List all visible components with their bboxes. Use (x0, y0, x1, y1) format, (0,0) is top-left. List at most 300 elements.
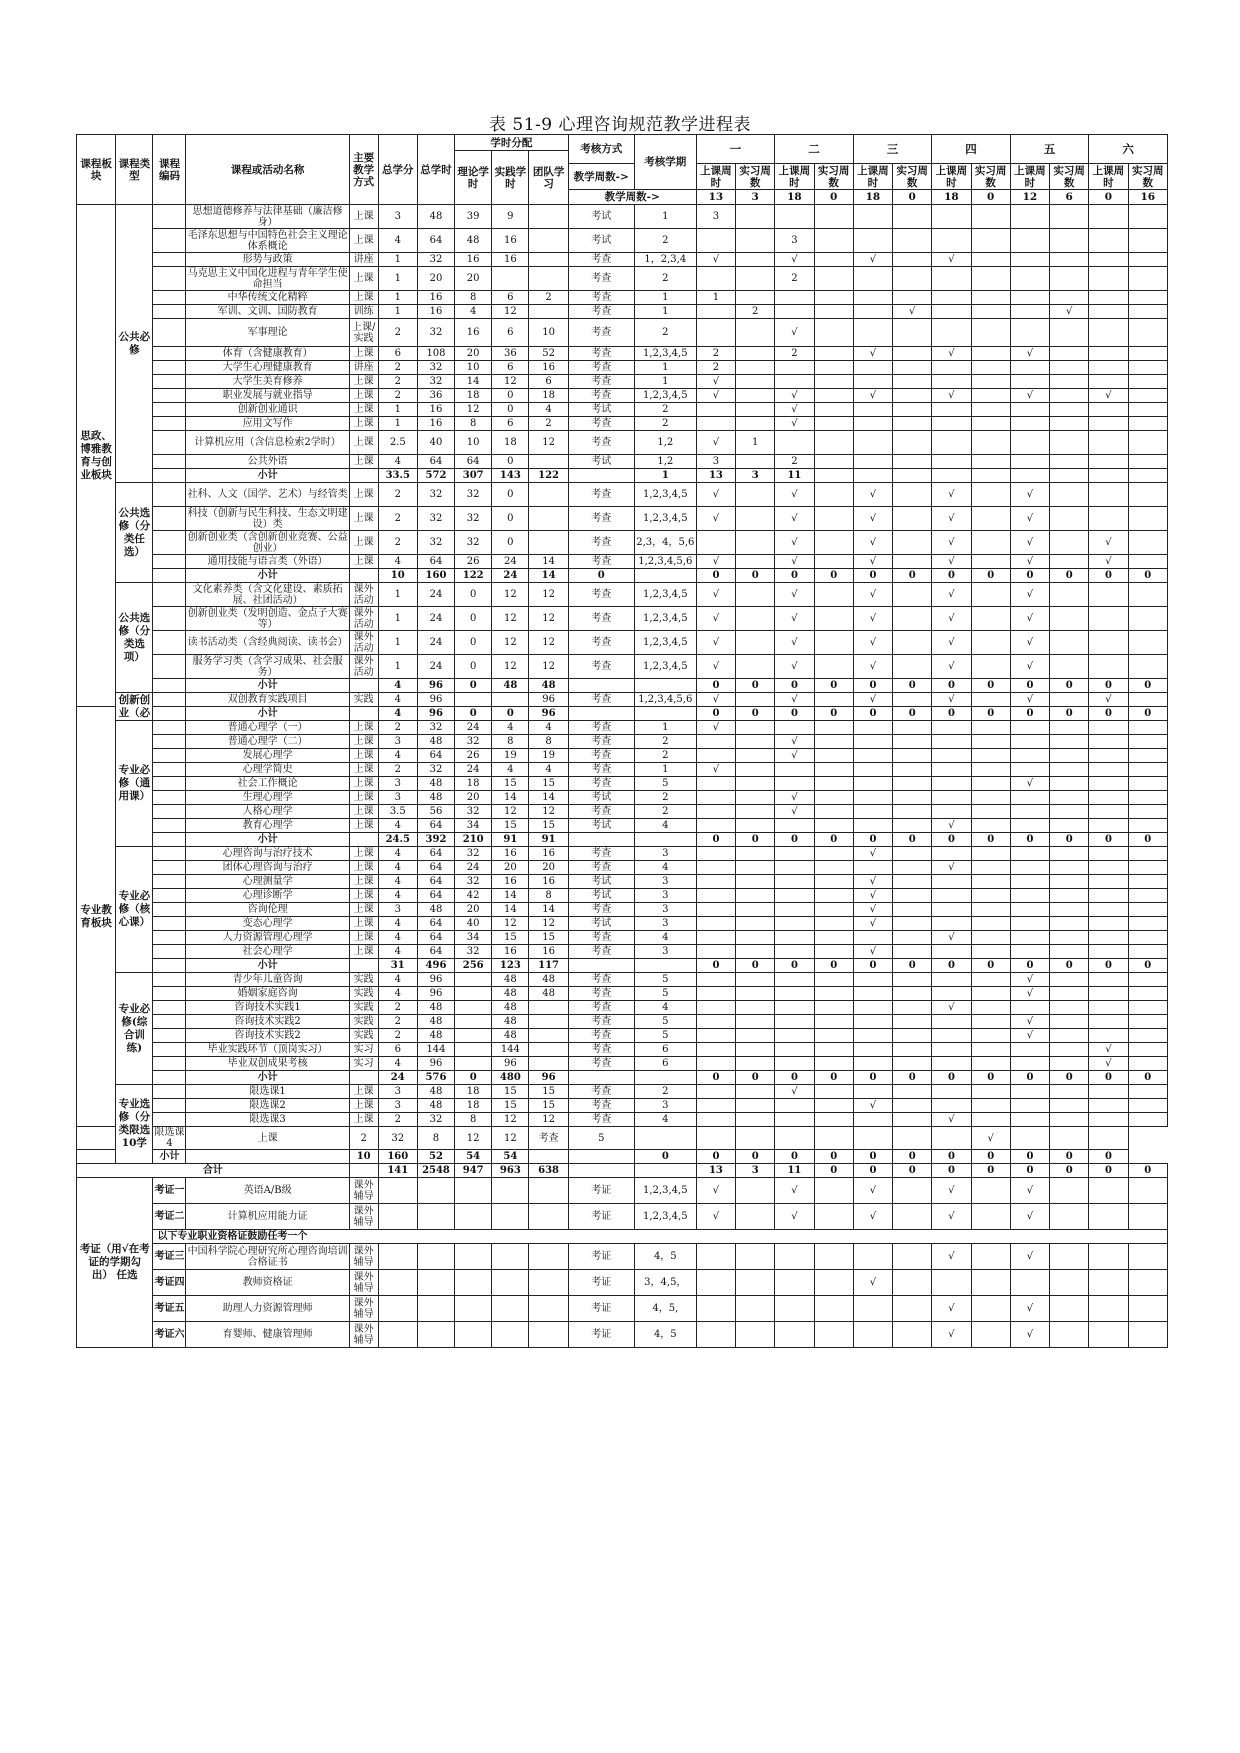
term-cell (775, 1029, 814, 1043)
term-cell (893, 763, 932, 777)
empty-cell (455, 1178, 492, 1204)
term-cell (893, 1057, 932, 1071)
term-cell (893, 361, 932, 375)
team-hours (529, 267, 568, 291)
term-cell: √ (1010, 1178, 1049, 1204)
term-cell: 0 (971, 1164, 1010, 1178)
team-hours: 19 (529, 749, 568, 763)
credit: 2.5 (378, 431, 417, 455)
teaching-method: 上课 (349, 763, 378, 777)
term-cell (696, 267, 735, 291)
practice-hours: 12 (492, 1113, 529, 1127)
term-cell (1128, 1085, 1167, 1099)
term-cell (696, 1043, 735, 1057)
cert-name: 助理人力资源管理师 (186, 1296, 349, 1322)
credit: 2 (378, 361, 417, 375)
term-cell (932, 403, 971, 417)
cert-row (77, 1296, 1168, 1322)
term-cell: √ (775, 631, 814, 655)
course-row (77, 931, 1168, 945)
empty-cell (378, 1204, 417, 1230)
empty-cell (417, 1270, 454, 1296)
credit: 2 (349, 1127, 378, 1150)
exam-semester: 5 (634, 1015, 696, 1029)
total-hours: 160 (417, 569, 454, 583)
practice-hours: 4 (492, 763, 529, 777)
exam-semester: 1,2,3,4,5 (634, 583, 696, 607)
term-cell (1050, 721, 1089, 735)
course-name: 思想道德修养与法律基础（廉洁修身） (186, 205, 349, 229)
term-cell: 0 (932, 833, 971, 847)
term-cell (736, 819, 775, 833)
term-cell: √ (1010, 1204, 1049, 1230)
theory-hours: 18 (455, 1099, 492, 1113)
term-cell (932, 417, 971, 431)
term-cell (1128, 531, 1167, 555)
term-cell: √ (1010, 1015, 1049, 1029)
term-cell: 0 (1010, 1150, 1049, 1164)
term-cell (696, 931, 735, 945)
header-exam-weeks: 教学周数-> (568, 164, 634, 190)
total-hours: 48 (417, 1001, 454, 1015)
empty-cell (378, 1322, 417, 1348)
exam-semester (634, 959, 696, 973)
team-hours: 15 (529, 777, 568, 791)
course-code (153, 903, 186, 917)
term-cell: √ (853, 347, 892, 361)
course-code (153, 469, 186, 483)
theory-hours (455, 1015, 492, 1029)
credit: 4 (378, 861, 417, 875)
term-cell: √ (775, 655, 814, 679)
term-cell (1050, 819, 1089, 833)
credit: 31 (378, 959, 417, 973)
term-cell (1089, 305, 1128, 319)
exam-method: 考查 (568, 945, 634, 959)
term-cell (1050, 973, 1089, 987)
term-cell: 3 (775, 229, 814, 253)
course-row (77, 417, 1168, 431)
credit: 4 (378, 931, 417, 945)
term-cell (1050, 1322, 1089, 1348)
term-cell (1050, 861, 1089, 875)
term-cell (1010, 403, 1049, 417)
term-cell (1010, 1127, 1049, 1150)
course-row (77, 607, 1168, 631)
term-cell: √ (932, 1322, 971, 1348)
course-code (153, 1085, 186, 1099)
term-cell (1128, 205, 1167, 229)
total-hours: 576 (417, 1071, 454, 1085)
empty-cell (455, 1296, 492, 1322)
course-row (77, 1043, 1168, 1057)
cert-row (77, 1244, 1168, 1270)
total-hours: 32 (417, 319, 454, 347)
team-hours: 122 (529, 469, 568, 483)
course-code (153, 583, 186, 607)
teaching-method: 上课 (349, 205, 378, 229)
header-weeks-cell: 18 (932, 190, 971, 205)
term-cell (736, 987, 775, 1001)
term-cell: 0 (814, 959, 853, 973)
exam-semester: 5 (634, 1029, 696, 1043)
term-cell: 0 (1050, 1164, 1089, 1178)
term-cell: √ (1010, 973, 1049, 987)
team-hours: 2 (529, 417, 568, 431)
term-cell (971, 1085, 1010, 1099)
course-name: 限选课3 (186, 1113, 349, 1127)
credit: 4 (378, 847, 417, 861)
term-cell (775, 375, 814, 389)
term-cell (1128, 693, 1167, 707)
exam-method: 考查 (568, 1057, 634, 1071)
cert-row (77, 1322, 1168, 1348)
term-cell: 0 (736, 707, 775, 721)
team-hours (529, 305, 568, 319)
term-cell: 0 (1089, 679, 1128, 693)
term-cell (696, 229, 735, 253)
team-hours (529, 1015, 568, 1029)
term-cell (1128, 1244, 1167, 1270)
term-cell (971, 319, 1010, 347)
course-code (153, 1001, 186, 1015)
course-name: 普通心理学（二） (186, 735, 349, 749)
course-name: 人格心理学 (186, 805, 349, 819)
term-cell (1089, 253, 1128, 267)
credit: 4 (378, 973, 417, 987)
term-cell (814, 431, 853, 455)
practice-hours: 91 (492, 833, 529, 847)
exam-semester: 2 (634, 735, 696, 749)
term-cell (932, 777, 971, 791)
term-cell (1089, 655, 1128, 679)
term-cell (893, 631, 932, 655)
term-cell (971, 291, 1010, 305)
term-cell: 0 (1050, 1071, 1089, 1085)
practice-hours: 16 (492, 945, 529, 959)
team-hours: 52 (529, 347, 568, 361)
practice-hours: 144 (492, 1043, 529, 1057)
team-hours: 14 (529, 569, 568, 583)
exam-method: 考查 (568, 631, 634, 655)
term-cell (1128, 253, 1167, 267)
term-cell (814, 945, 853, 959)
theory-hours: 32 (455, 805, 492, 819)
course-code (153, 569, 186, 583)
term-cell (814, 1085, 853, 1099)
term-cell (1128, 791, 1167, 805)
term-cell (1050, 889, 1089, 903)
theory-hours: 18 (455, 777, 492, 791)
term-cell (1089, 1178, 1128, 1204)
term-cell: 0 (1010, 679, 1049, 693)
exam-method (568, 1164, 634, 1178)
term-cell (775, 1296, 814, 1322)
course-type-cell: 专业必修（核心课） (116, 847, 153, 973)
course-row (77, 631, 1168, 655)
empty-cell (492, 1296, 529, 1322)
term-cell: 0 (736, 959, 775, 973)
course-name: 教育心理学 (186, 819, 349, 833)
term-cell (932, 267, 971, 291)
course-name: 毕业双创成果考核 (186, 1057, 349, 1071)
term-cell (775, 987, 814, 1001)
term-cell (775, 1099, 814, 1113)
total-hours: 32 (417, 507, 454, 531)
term-cell (1128, 305, 1167, 319)
practice-hours: 48 (492, 1015, 529, 1029)
term-cell (775, 861, 814, 875)
practice-hours: 480 (492, 1071, 529, 1085)
term-cell (696, 847, 735, 861)
term-cell (814, 319, 853, 347)
term-cell (1128, 655, 1167, 679)
term-cell (736, 455, 775, 469)
course-code (153, 861, 186, 875)
cert-row (77, 1270, 1168, 1296)
course-code (153, 205, 186, 229)
course-code (153, 1113, 186, 1127)
term-cell: √ (775, 417, 814, 431)
course-row (77, 229, 1168, 253)
practice-hours: 19 (492, 749, 529, 763)
term-cell (814, 305, 853, 319)
term-cell (932, 305, 971, 319)
term-cell (1010, 1270, 1049, 1296)
term-cell (1128, 819, 1167, 833)
exam-semester: 2 (634, 805, 696, 819)
term-cell (893, 889, 932, 903)
term-cell (971, 267, 1010, 291)
practice-hours: 14 (492, 889, 529, 903)
term-cell (893, 205, 932, 229)
theory-hours: 0 (455, 679, 492, 693)
subtotal-row (77, 1071, 1168, 1085)
course-type-cell: 专业必修(综合训练) (116, 973, 153, 1085)
term-cell (971, 431, 1010, 455)
term-cell (971, 1204, 1010, 1230)
credit: 2 (378, 1001, 417, 1015)
course-name: 变态心理学 (186, 917, 349, 931)
course-name: 普通心理学（一） (186, 721, 349, 735)
theory-hours: 18 (455, 389, 492, 403)
course-code (153, 1015, 186, 1029)
term-cell: 0 (1089, 1164, 1128, 1178)
team-hours: 91 (529, 833, 568, 847)
credit: 1 (378, 403, 417, 417)
term-cell (736, 749, 775, 763)
term-cell: √ (775, 483, 814, 507)
course-code (153, 455, 186, 469)
course-name: 双创教育实践项目 (186, 693, 349, 707)
term-cell (814, 507, 853, 531)
term-cell: √ (775, 583, 814, 607)
term-cell (893, 319, 932, 347)
cert-code: 考证六 (153, 1322, 186, 1348)
term-cell (893, 847, 932, 861)
credit: 4 (378, 875, 417, 889)
term-cell (1050, 507, 1089, 531)
course-name: 军事理论 (186, 319, 349, 347)
term-cell (971, 1099, 1010, 1113)
exam-method: 考证 (568, 1244, 634, 1270)
term-cell (932, 875, 971, 889)
term-cell (893, 253, 932, 267)
term-cell (1089, 319, 1128, 347)
subtotal-row (77, 959, 1168, 973)
term-cell: 13 (696, 1164, 735, 1178)
cert-code: 考证五 (153, 1296, 186, 1322)
term-cell (736, 361, 775, 375)
term-cell: 0 (736, 1071, 775, 1085)
total-hours: 64 (417, 229, 454, 253)
course-name: 青少年儿童咨询 (186, 973, 349, 987)
practice-hours: 0 (492, 707, 529, 721)
header-distribution: 学时分配 (455, 135, 569, 151)
exam-method: 考查 (568, 721, 634, 735)
term-cell: √ (932, 819, 971, 833)
total-hours: 16 (417, 417, 454, 431)
theory-hours: 24 (455, 721, 492, 735)
exam-method: 考查 (568, 655, 634, 679)
header-exam: 考核方式 (568, 135, 634, 164)
total-hours: 32 (417, 1113, 454, 1127)
total-hours: 96 (417, 973, 454, 987)
exam-semester: 1,2,3,4,5 (634, 607, 696, 631)
total-hours: 64 (417, 945, 454, 959)
course-code (153, 749, 186, 763)
teaching-method (349, 959, 378, 973)
course-code (153, 791, 186, 805)
term-cell (971, 693, 1010, 707)
term-cell: 0 (1010, 959, 1049, 973)
exam-method: 考查 (568, 347, 634, 361)
term-cell (1128, 1001, 1167, 1015)
team-hours: 117 (529, 959, 568, 973)
term-cell (1089, 721, 1128, 735)
term-cell (696, 531, 735, 555)
exam-method: 考查 (568, 1001, 634, 1015)
exam-semester: 3 (634, 917, 696, 931)
term-cell (853, 1296, 892, 1322)
credit: 4 (378, 229, 417, 253)
term-cell (1128, 431, 1167, 455)
term-cell (1089, 1244, 1128, 1270)
course-name: 限选课4 (154, 1127, 185, 1149)
term-cell (736, 483, 775, 507)
term-cell: √ (893, 305, 932, 319)
exam-semester: 2 (634, 319, 696, 347)
term-cell (853, 791, 892, 805)
term-cell (696, 819, 735, 833)
practice-hours (492, 267, 529, 291)
course-code (153, 931, 186, 945)
practice-hours: 4 (492, 721, 529, 735)
term-cell: 0 (1050, 833, 1089, 847)
term-cell: √ (1089, 1043, 1128, 1057)
course-row (77, 507, 1168, 531)
term-cell (932, 889, 971, 903)
course-row (77, 455, 1168, 469)
team-hours: 6 (529, 375, 568, 389)
exam-semester: 3 (634, 945, 696, 959)
exam-semester: 1,2,3,4,5,6 (634, 693, 696, 707)
term-cell (932, 291, 971, 305)
teaching-method: 上课 (349, 229, 378, 253)
exam-method: 考查 (568, 375, 634, 389)
term-cell: 0 (971, 833, 1010, 847)
term-cell (853, 805, 892, 819)
course-name: 通用技能与语言类（外语） (186, 555, 349, 569)
term-cell (736, 1113, 775, 1127)
term-cell (696, 1322, 735, 1348)
term-cell (1128, 267, 1167, 291)
credit: 2 (378, 1015, 417, 1029)
term-cell: √ (932, 655, 971, 679)
term-cell (853, 819, 892, 833)
teaching-method: 实践 (349, 693, 378, 707)
term-cell (853, 987, 892, 1001)
total-hours: 20 (417, 267, 454, 291)
term-cell: 0 (696, 679, 735, 693)
term-cell: 0 (1089, 833, 1128, 847)
term-cell (736, 1085, 775, 1099)
term-cell (1050, 347, 1089, 361)
exam-semester: 4 (634, 819, 696, 833)
teaching-method: 上课 (349, 507, 378, 531)
exam-semester: 2,3，4，5,6 (634, 531, 696, 555)
header-weeks-cell: 18 (775, 190, 814, 205)
term-cell: 0 (1128, 569, 1167, 583)
course-code (153, 847, 186, 861)
teaching-method: 课外辅导 (349, 1296, 378, 1322)
term-cell (1050, 945, 1089, 959)
exam-method: 考查 (568, 607, 634, 631)
term-cell: 0 (775, 959, 814, 973)
term-cell (696, 1029, 735, 1043)
term-cell: 0 (1050, 1150, 1089, 1164)
total-hours: 64 (417, 455, 454, 469)
term-cell (814, 819, 853, 833)
term-cell (1089, 1029, 1128, 1043)
exam-semester (568, 1150, 634, 1164)
teaching-method: 上课 (349, 819, 378, 833)
term-cell: √ (1010, 507, 1049, 531)
term-cell (893, 1085, 932, 1099)
theory-hours: 0 (455, 583, 492, 607)
term-cell: √ (775, 693, 814, 707)
term-cell (775, 431, 814, 455)
subtotal-row (77, 569, 1168, 583)
term-cell (814, 875, 853, 889)
term-cell (696, 1296, 735, 1322)
teaching-method: 上课 (349, 791, 378, 805)
theory-hours: 20 (455, 903, 492, 917)
exam-method: 考查 (568, 735, 634, 749)
empty-cell (455, 1204, 492, 1230)
term-cell (814, 1322, 853, 1348)
exam-semester (634, 1071, 696, 1085)
header-theory: 理论学时 (455, 151, 492, 205)
theory-hours: 20 (455, 347, 492, 361)
term-cell (971, 417, 1010, 431)
empty-cell (378, 1296, 417, 1322)
term-cell (736, 583, 775, 607)
teaching-method: 课外活动 (349, 607, 378, 631)
term-cell (1089, 583, 1128, 607)
theory-hours: 0 (455, 1071, 492, 1085)
term-cell: 0 (1089, 959, 1128, 973)
